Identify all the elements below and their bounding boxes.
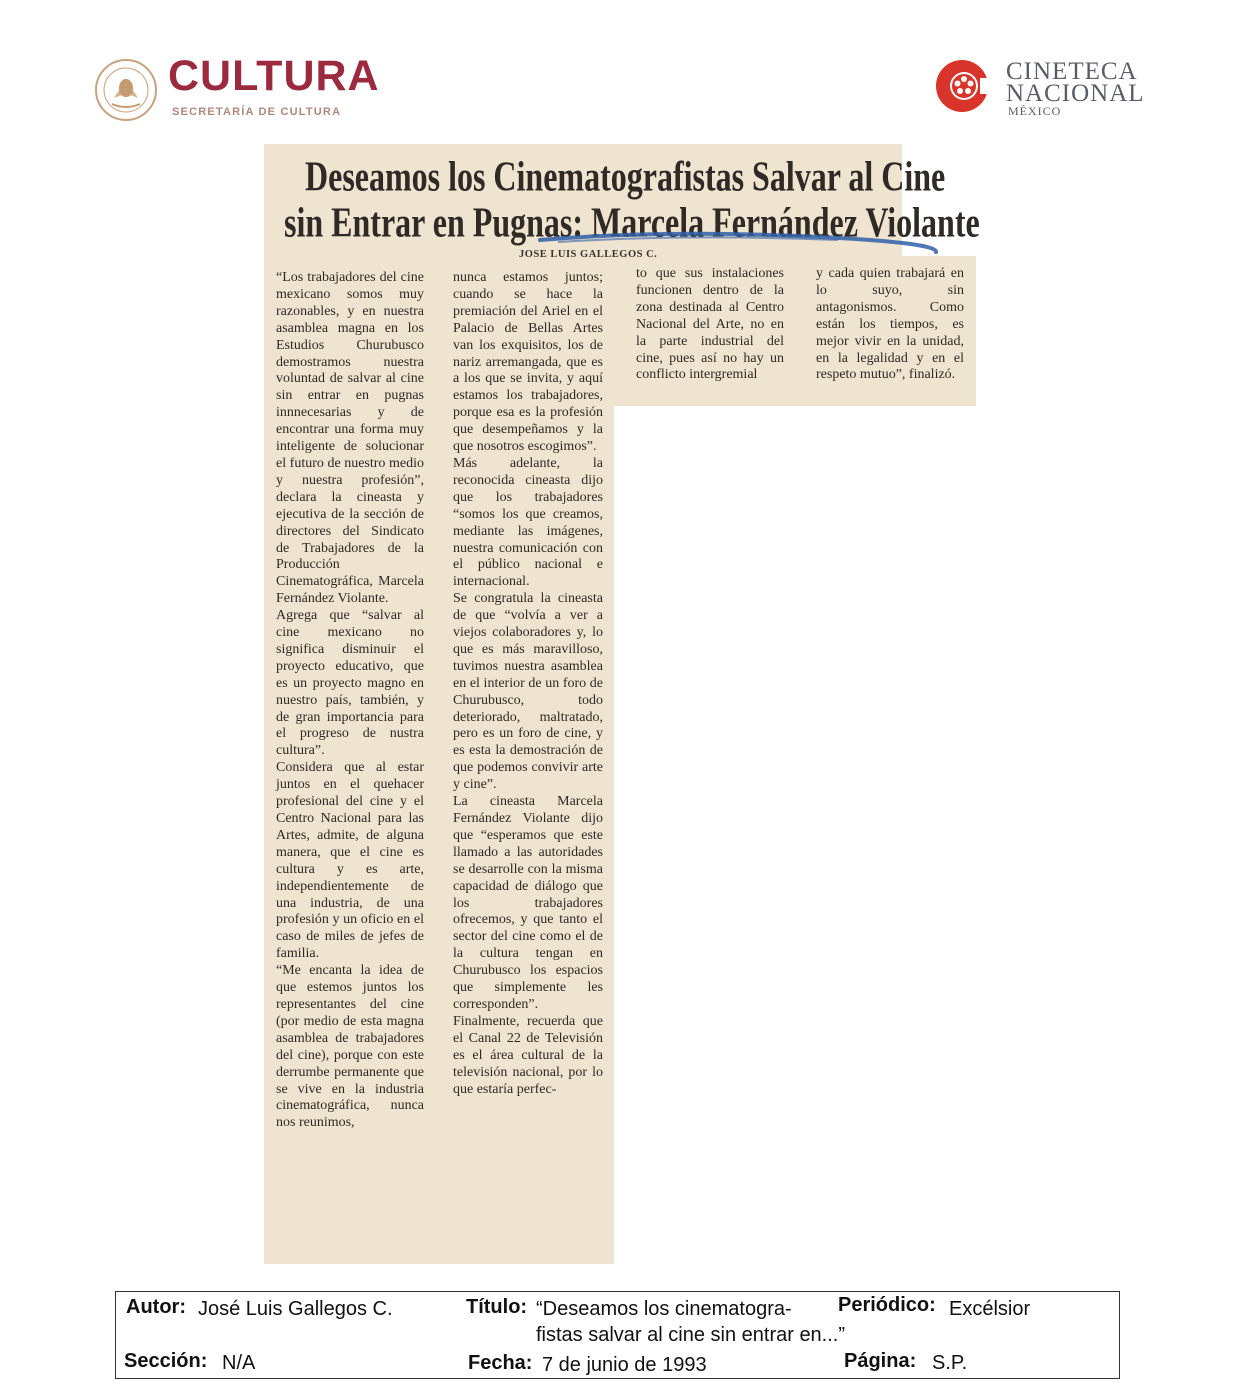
metadata-box (115, 1291, 1120, 1379)
title-label: Título: (466, 1296, 528, 1318)
cineteca-logo (934, 54, 1164, 118)
cultura-subtitle: SECRETARÍA DE CULTURA (172, 106, 342, 118)
author-value: José Luis Gallegos C. (198, 1298, 393, 1320)
cineteca-line-2: NACIONAL (1006, 80, 1145, 107)
article-column-1: “Los trabajadores del cine mexicano somos muy razonables, y en nuestra asamblea magna en los Estudios Churubusco demostramos nuestra voluntad de salvar al cine sin entrar en pugnas innnecesarias y de encontrar una forma muy inteligente de solucionar el futuro de nuestro medio y nuestra profesión”, declara la cineasta y ejecutiva de la sección de directores del Sindicato de Trabajadores de la Producción Cinematográfica, Marcela Fernández Violante. Agrega que “salvar al cine mexicano no significa disminuir el proyecto educativo, que es un proyecto magno en nuestro país, también, y de gran importancia para el progreso de nustra cultura”. Considera que al estar juntos en el quehacer profesional del cine y el Centro Nacional para las Artes, admite, de alguna manera, que el cine es cultura y es arte, independientemente de una industria, de una profesión y un oficio en el caso de miles de jefes de familia. “Me encanta la idea de que estemos juntos los representantes del cine (por medio de esta magna asamblea de trabajadores del cine), porque con este derrumbe permanente que se vive en la industria cinematográfica, nunca nos reunimos, (276, 270, 424, 1131)
headline-line-1: Deseamos los Cinematografistas Salvar al Cine (305, 152, 946, 200)
article-column-2: nunca estamos juntos; cuando se hace la premiación del Ariel en el Palacio de Bellas Artes van los exquisitos, los de nariz arremangada, que es a los que se invita, y aquí estamos los trabajadores, porque esa es la profesión que desempeñamos y la que nosotros escogimos”. Más adelante, la reconocida cineasta dijo que los trabajadores “somos los que creamos, mediante las imágenes, nuestra comunicación con el público nacional e internacional. Se congratula la cineasta de que “volvía a ver a viejos colaboradores y, lo que es más maravilloso, tuvimos nuestra asamblea en el interior de un foro de Churubusco, todo deteriorado, maltratado, pero es un foro de cine, y es esta la demostración de que podemos convivir arte y cine”. La cineasta Marcela Fernández Violante dijo que “esperamos que este llamado a las autoridades se desarrolle con la misma capacidad de diálogo que los trabajadores ofrecemos, y que tanto el sector del cine como el de la cultura tengan en Churubusco los espacios que simplemente les corresponden”. Finalmente, recuerda que el Canal 22 de Televisión es el área cultural de la televisión nacional, por lo que estaría perfec- (453, 270, 603, 1097)
author-label: Autor: (126, 1296, 186, 1318)
newspaper-label: Periódico: (838, 1294, 936, 1316)
mexican-seal-icon (94, 58, 158, 122)
section-value: N/A (222, 1352, 256, 1374)
title-value-line-1: “Deseamos los cinematogra- (536, 1298, 792, 1320)
cineteca-line-3: MÉXICO (1008, 104, 1062, 118)
cineteca-line-1: CINETECA (1006, 58, 1138, 85)
title-value-line-2: fistas salvar al cine sin entrar en...” (536, 1324, 846, 1346)
headline-line-2: sin Entrar en Pugnas: Marcela Fernández Violante (284, 198, 980, 246)
section-label: Sección: (124, 1350, 208, 1372)
date-value: 7 de junio de 1993 (542, 1354, 707, 1376)
byline: JOSE LUIS GALLEGOS C. (519, 249, 658, 260)
date-label: Fecha: (468, 1352, 533, 1374)
article-column-3: to que sus instalaciones funcionen dentro de la zona destinada al Centro Nacional del Arte, no en la parte industrial del cine, pues así no hay un conflicto intergremial (636, 266, 784, 383)
page-value: S.P. (932, 1352, 968, 1374)
cultura-brand-name: CULTURA (168, 52, 380, 100)
article-column-4: y cada quien trabajará en lo suyo, sin antagonismos. Como están los tiempos, es mejor vivir en la unidad, en la legalidad y en el respeto mutuo”, finalizó. (816, 266, 964, 383)
page-label: Página: (844, 1350, 917, 1372)
newspaper-value: Excélsior (949, 1298, 1031, 1320)
film-reel-icon (934, 58, 990, 114)
